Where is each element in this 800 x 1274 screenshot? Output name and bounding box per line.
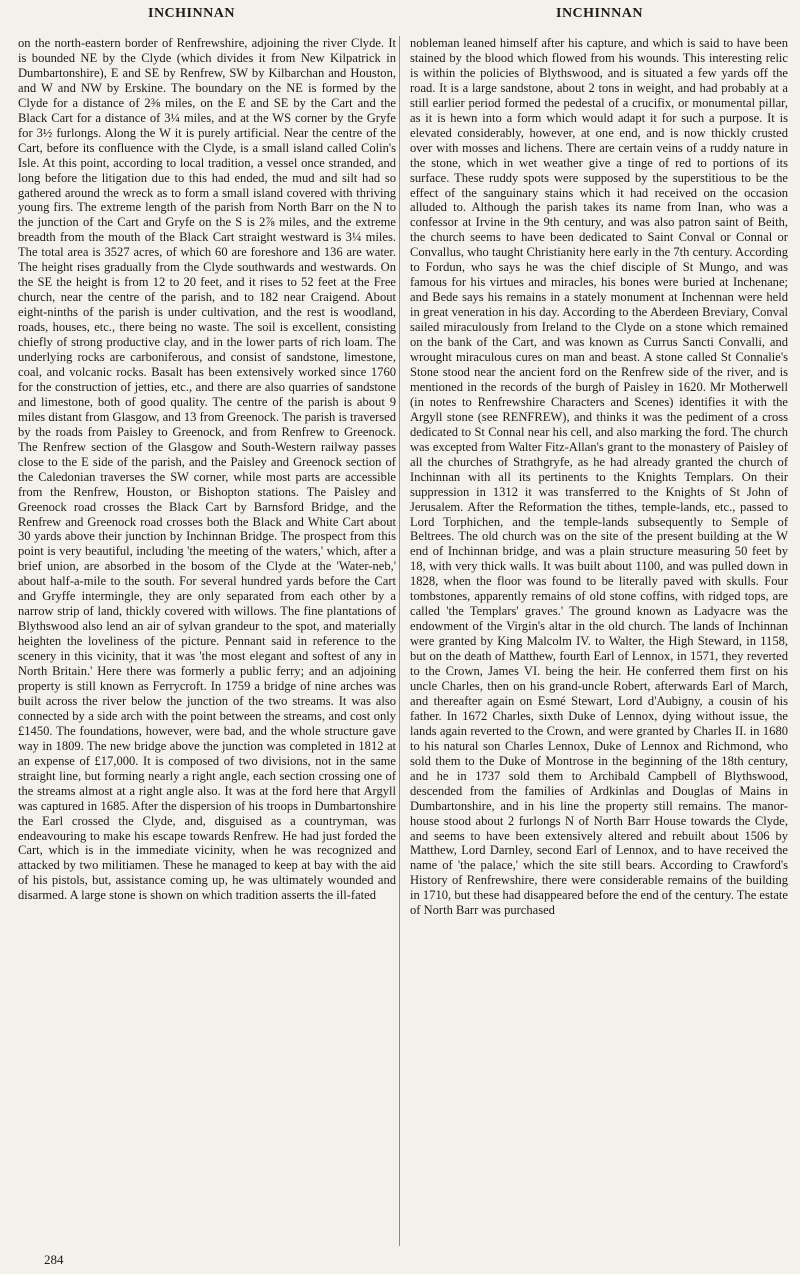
right-column-text: nobleman leaned himself after his capture, and which is said to have been stained by the blood which flowed from his wounds. This interesting relic is within the policies of Blythswood, and is situated a few yards off the road. It is a large sandstone, about 2 tons in weight, and had probably at a still earlier period formed the pedestal of a crucifix, or monumental pillar, as it is hewn into a form which would adapt it for such a purpose. It is elevated considerably, however, at one end, and is now thickly crusted over with mosses and lichens. There are certain veins of a ruddy nature in the stone, which in wet weather give a tinge of red to portions of its surface. These ruddy spots were supposed by the superstitious to be the effect of the sanguinary stains which it had received on the occasion alluded to. Although the parish takes its name from Inan, who was a confessor at Irvine in the 9th century, and was also patron saint of Beith, the church seems to have been dedicated to Saint Conval or Connal or Convallus, who taught Christianity here early in the 7th century. According to Fordun, who says he was the chief disciple of St Mungo, and was famous for his virtues and miracles, his bones were buried at Inchenane; and Bede says his remains in a stately monument at Inchennan were held in great veneration in his day. According to the Aberdeen Breviary, Conval sailed miraculously from Ireland to the Clyde on a stone which remained on the bank of the Cart, and was known as Currus Sancti Convalli, and wrought miraculous cures on man and beast. A stone called St Connalie's Stone stood near the ancient ford on the Renfrew side of the river, and is mentioned in the records of the burgh of Paisley in 1620. Mr Motherwell (in notes to Renfrewshire Characters and Scenes) identifies it with the Argyll stone (see RENFREW), and thinks it was the pediment of a cross dedicated to St Connal near his cell, and also marking the ford. The church was excepted from Walter Fitz-Allan's grant to the monastery of Paisley of all the churches of Strathgryfe, as he had already granted the church of Inchinnan with all its pertinents to the Knights Templars. On their suppression in 1312 it was transferred to the Knights of St John of Jerusalem. After the Reformation the tithes, temple-lands, etc., passed to Lord Torphichen, and the temple-lands subsequently to Semple of Beltrees. The old church was on the site of the present building at the W end of Inchinnan bridge, and was a plain structure measuring 50 feet by 18, with very thick walls. It was built about 1100, and was pulled down in 1828, when the floor was found to be literally paved with skulls. Four tombstones, apparently remains of old stone coffins, with ridged tops, are called 'the Templars' graves.' The ground known as Ladyacre was the endowment of the Virgin's altar in the old church. The lands of Inchinnan were granted by King Malcolm IV. to Walter, the High Steward, in 1158, but on the death of Matthew, fourth Earl of Lennox, in 1571, they reverted to the Crown, James VI. being the heir. He conferred them first on his uncle Charles, then on his grand-uncle Robert, afterwards Earl of March, and thereafter again on Esmé Stewart, Lord d'Aubigny, a cousin of his father. In 1672 Charles, sixth Duke of Lennox, dying without issue, the lands again reverted to the Crown, and were granted by Charles II. in 1680 to his natural son Charles Lennox, Duke of Lennox and Richmond, who sold them to the Duke of Montrose in the beginning of the 18th century, and he in 1737 sold them to Archibald Campbell of Blythswood, descended from the families of Ardkinlas and Douglas of Mains in Dumbartonshire, and in his line the property still remains. The manor-house stood about 2 furlongs N of North Barr House towards the Clyde, and seems to have been extensively altered and rebuilt about 1506 by Matthew, Lord Darnley, second Earl of Lennox, and to have received the name of 'the palace,' which the site still bears. According to Crawford's History of Renfrewshire, there were considerable remains of the building in 1710, but these had disappeared before the end of the century. The estate of North Barr was purchased	[410, 36, 788, 918]
page-number: 284	[44, 1252, 64, 1267]
left-column-text: on the north-eastern border of Renfrewshire, adjoining the river Clyde. It is bounded NE by the Clyde (which divides it from New Kilpatrick in Dumbartonshire), E and SE by Renfrew, SW by Kilbarchan and Houston, and W and NW by Erskine. The boundary on the NE is formed by the Clyde for a distance of 2⅜ miles, on the E and SE by the Cart and the Black Cart for a distance of 3¼ miles, and at the WS corner by the Gryfe for 3½ furlongs. Along the W it is purely artificial. Near the centre of the Cart, before its confluence with the Clyde, is a small island called Colin's Isle. At this point, according to local tradition, a vessel once stranded, and long before the litigation due to this had ended, the mud and silt had so gathered around the wreck as to form a small island covered with thriving young firs. The extreme length of the parish from North Barr on the N to the junction of the Cart and Gryfe on the S is 2⅞ miles, and the extreme breadth from the mouth of the Black Cart straight westward is 3¼ miles. The total area is 3527 acres, of which 60 are foreshore and 136 are water. The height rises gradually from the Clyde southwards and westwards. On the SE the height is from 12 to 20 feet, and it rises to 52 feet at the Free church, near the centre of the parish, and to 182 near Craigend. About eight-ninths of the parish is under cultivation, and the rest is woodland, roads, houses, etc., there being no waste. The soil is excellent, consisting chiefly of strong productive clay, and in the lower parts of rich loam. The underlying rocks are carboniferous, and consist of sandstone, limestone, coal, and volcanic rocks. Basalt has been extensively worked since 1760 for the construction of jetties, etc., and there are also quarries of sandstone and limestone, both of good quality. The centre of the parish is about 9 miles distant from Glasgow, and 13 from Greenock. The parish is traversed by the roads from Paisley to Greenock, and from Renfrew to Greenock. The Renfrew section of the Glasgow and South-Western railway passes close to the E side of the parish, and the Paisley and Greenock section of the Caledonian traverses the SW corner, while most parts are accessible from the Renfrew, Houston, or Bishopton stations. The Paisley and Greenock road crosses the Black Cart by Barnsford Bridge, and the Renfrew and Greenock road crosses both the Black and White Cart about 30 yards above their junction by Inchinnan Bridge. The prospect from this point is very beautiful, including 'the meeting of the waters,' which, after a brief union, are absorbed in the bosom of the Clyde at the 'Water-neb,' about half-a-mile to the south. For several hundred yards before the Cart and Gryffe intermingle, they are only separated from each other by a narrow strip of land, thickly covered with willows. The fine plantations of Blythswood also lend an air of sylvan grandeur to the spot, and materially heighten the loveliness of the picture. Pennant said in reference to the scenery in this vicinity, that it was 'the most elegant and softest of any in North Britain.' Here there was formerly a public ferry; and an adjoining property is still known as Ferrycroft. In 1759 a bridge of nine arches was built across the river below the junction of the two streams. It was also connected by a side arch with the point between the streams, and cost only £1450. The foundations, however, were bad, and the whole structure gave way in 1809. The new bridge above the junction was completed in 1812 at an expense of £17,000. It is composed of two divisions, not in the same straight line, but forming nearly a right angle, each section crossing one of the streams almost at a right angle also. It was at the ford here that Argyll was captured in 1685. After the dispersion of his troops in Dumbartonshire the Earl crossed the Clyde, and, disguised as a countryman, was endeavouring to make his escape towards Renfrew. He had just forded the Cart, which is in the immediate vicinity, when he was recognized and attacked by two militiamen. These he managed to keep at bay with the aid of his pistols, but, assistance coming up, he was ultimately wounded and disarmed. A large stone is shown on which tradition asserts the ill-fated	[18, 36, 396, 903]
column-divider	[399, 36, 400, 1246]
column-right	[410, 36, 788, 1248]
running-head-left: INCHINNAN	[148, 6, 235, 21]
running-head-right: INCHINNAN	[556, 6, 643, 21]
column-left	[18, 36, 396, 1248]
